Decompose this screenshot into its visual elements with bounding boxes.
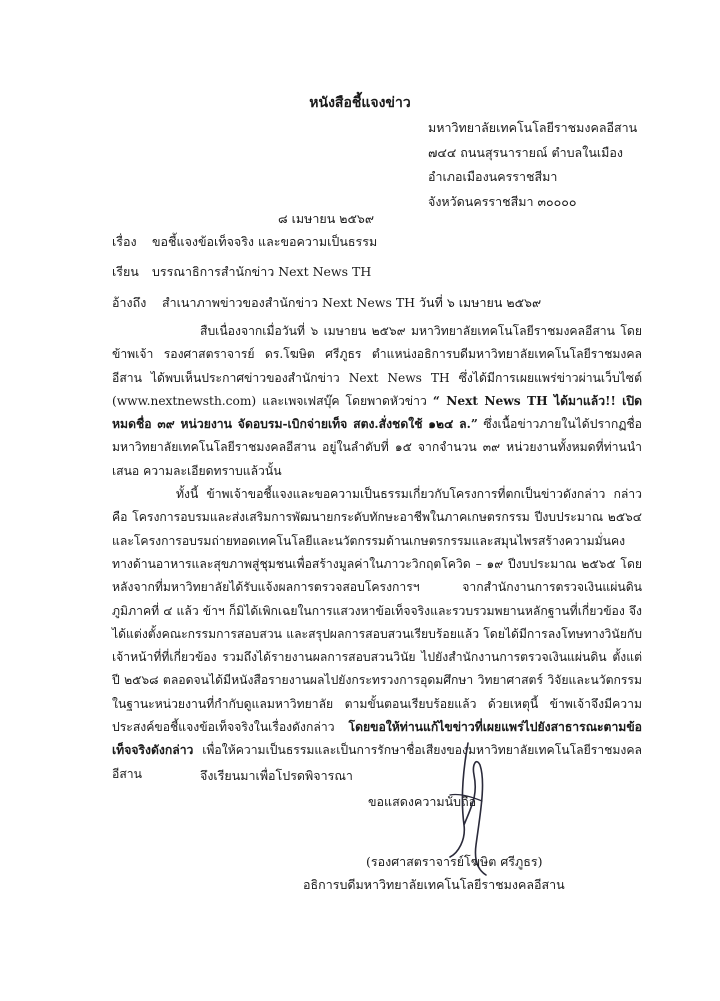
- letter-date: ๘ เมษายน ๒๕๖๙: [278, 211, 375, 226]
- news-headline: “ Next News TH ได้มาแล้ว!! เปิดหมดชื่อ ๓๙ หน่วยงาน จัดอบรม-เบิกจ่ายเท็จ สตง.สั่งชดใช้ ๑๒๔ ล.”: [112, 393, 642, 432]
- signer-name: (รองศาสตราจารย์โฆษิต ศรีภูธร): [366, 854, 543, 869]
- paragraph-text: ซึ่งเนื้อข่าวภายในได้ปรากฏชื่อ มหาวิทยาลัยเทคโนโลยีราชมงคลอีสาน อยู่ในลำดับที่ ๑๕ จากจำนวน ๓๙ หน่วยงานทั้งหมดที่ท่านนำเสนอ ความละเอียดทราบแล้วนั้น: [112, 417, 643, 478]
- recipient-label: เรียน: [112, 264, 139, 279]
- subject-label: เรื่อง: [112, 234, 137, 249]
- recipient-text: บรรณาธิการสำนักข่าว Next News TH: [151, 264, 372, 279]
- paragraph-text: ทั้งนี้ ข้าพเจ้าขอชี้แจงและขอความเป็นธรรมเกี่ยวกับโครงการที่ตกเป็นข่าวดังกล่าว กล่าวคือ โครงการอบรมและส่งเสริมการพัฒนายกระดับทักษะอาชีพในภาคเกษตรกรรม ปีงบประมาณ ๒๕๖๔ และโครงการอบรมถ่ายทอดเทคโนโลยีและนวัตกรรมด้านเกษตรกรรมและสมุนไพรสร้างความมั่นคงทางด้านอาหารและสุขภาพสู่ชุมชนเพื่อสร้างมูลค่าในภาวะวิกฤตโควิด – ๑๙ ปีงบประมาณ ๒๕๖๕ โดยหลังจากที่มหาวิทยาลัยได้รับแจ้งผลการตรวจสอบโครงการฯ จากสำนักงานการตรวจเงินแผ่นดินภูมิภาคที่ ๔ แล้ว ข้าฯ ก็มิได้เพิกเฉยในการแสวงหาข้อเท็จจริงและรวบรวมพยานหลักฐานที่เกี่ยวข้อง จึงได้แต่งตั้งคณะกรรมการสอบสวน และสรุปผลการสอบสวนเรียบร้อยแล้ว โดยได้มีการลงโทษทางวินัยกับเจ้าหน้าที่ที่เกี่ยวข้อง รวมถึงได้รายงานผลการสอบสวนวินัย ไปยังสำนักงานการตรวจเงินแผ่นดิน ตั้งแต่ปี ๒๕๖๘ ตลอดจนได้มีหนังสือรายงานผลไปยังกระทรวงการอุดมศึกษา วิทยาศาสตร์ วิจัยและนวัตกรรม ในฐานะหน่วยงานที่กำกับดูแลมหาวิทยาลัย ตามขั้นตอนเรียบร้อยแล้ว ด้วยเหตุนี้ ข้าพเจ้าจึงมีความประสงค์ขอชี้แจงข้อเท็จจริงในเรื่องดังกล่าว: [112, 487, 642, 735]
- subject-line: [112, 232, 377, 252]
- correction-request: โดยขอให้ท่านแก้ไขข่าวที่เผยแพร่ไปยังสาธารณะตามข้อเท็จจริงดังกล่าว: [112, 720, 642, 758]
- body-paragraph-1: [112, 320, 642, 483]
- reference-line: [112, 293, 541, 313]
- address-line: มหาวิทยาลัยเทคโนโลยีราชมงคลอีสาน: [428, 120, 638, 135]
- reference-text: สำเนาภาพข่าวของสำนักข่าว Next News TH วันที่ ๖ เมษายน ๒๕๖๙: [161, 295, 542, 310]
- address-line: ๗๔๔ ถนนสุรนารายณ์ ตำบลในเมือง: [428, 144, 623, 160]
- address-line: จังหวัดนครราชสีมา ๓๐๐๐๐: [428, 193, 577, 209]
- subject-text: ขอชี้แจงข้อเท็จจริง และขอความเป็นธรรม: [151, 234, 378, 249]
- letter-body: [112, 320, 642, 786]
- sender-address: [428, 116, 637, 214]
- paragraph-text: เพื่อให้ความเป็นธรรมและเป็นการรักษาชื่อเสียงของมหาวิทยาลัยเทคโนโลยีราชมงคลอีสาน: [112, 743, 642, 781]
- paragraph-text: สืบเนื่องจากเมื่อวันที่ ๖ เมษายน ๒๕๖๙ มหาวิทยาลัยเทคโนโลยีราชมงคลอีสาน โดยข้าพเจ้า รองศาสตราจารย์ ดร.โฆษิต ศรีภูธร ตำแหน่งอธิการบดีมหาวิทยาลัยเทคโนโลยีราชมงคลอีสาน ได้พบเห็นประกาศข่าวของสำนักข่าว Next News TH ซึ่งได้มีการเผยแพร่ข่าวผ่านเว็บไซต์ (www.nextnewsth.com) และเพจเฟสบุ๊ค โดยพาดหัวข่าว: [112, 324, 642, 408]
- letter-title: หนังสือชี้แจงข่าว: [309, 95, 411, 111]
- reference-label: อ้างถึง: [112, 295, 147, 310]
- recipient-line: [112, 262, 371, 282]
- address-line: อำเภอเมืองนครราชสีมา: [428, 169, 558, 184]
- closing-text: จึงเรียนมาเพื่อโปรดพิจารณา: [200, 768, 353, 783]
- signer-position: อธิการบดีมหาวิทยาลัยเทคโนโลยีราชมงคลอีสาน: [303, 877, 565, 892]
- regards-text: ขอแสดงความนับถือ: [368, 794, 477, 809]
- body-paragraph-2: [112, 483, 642, 786]
